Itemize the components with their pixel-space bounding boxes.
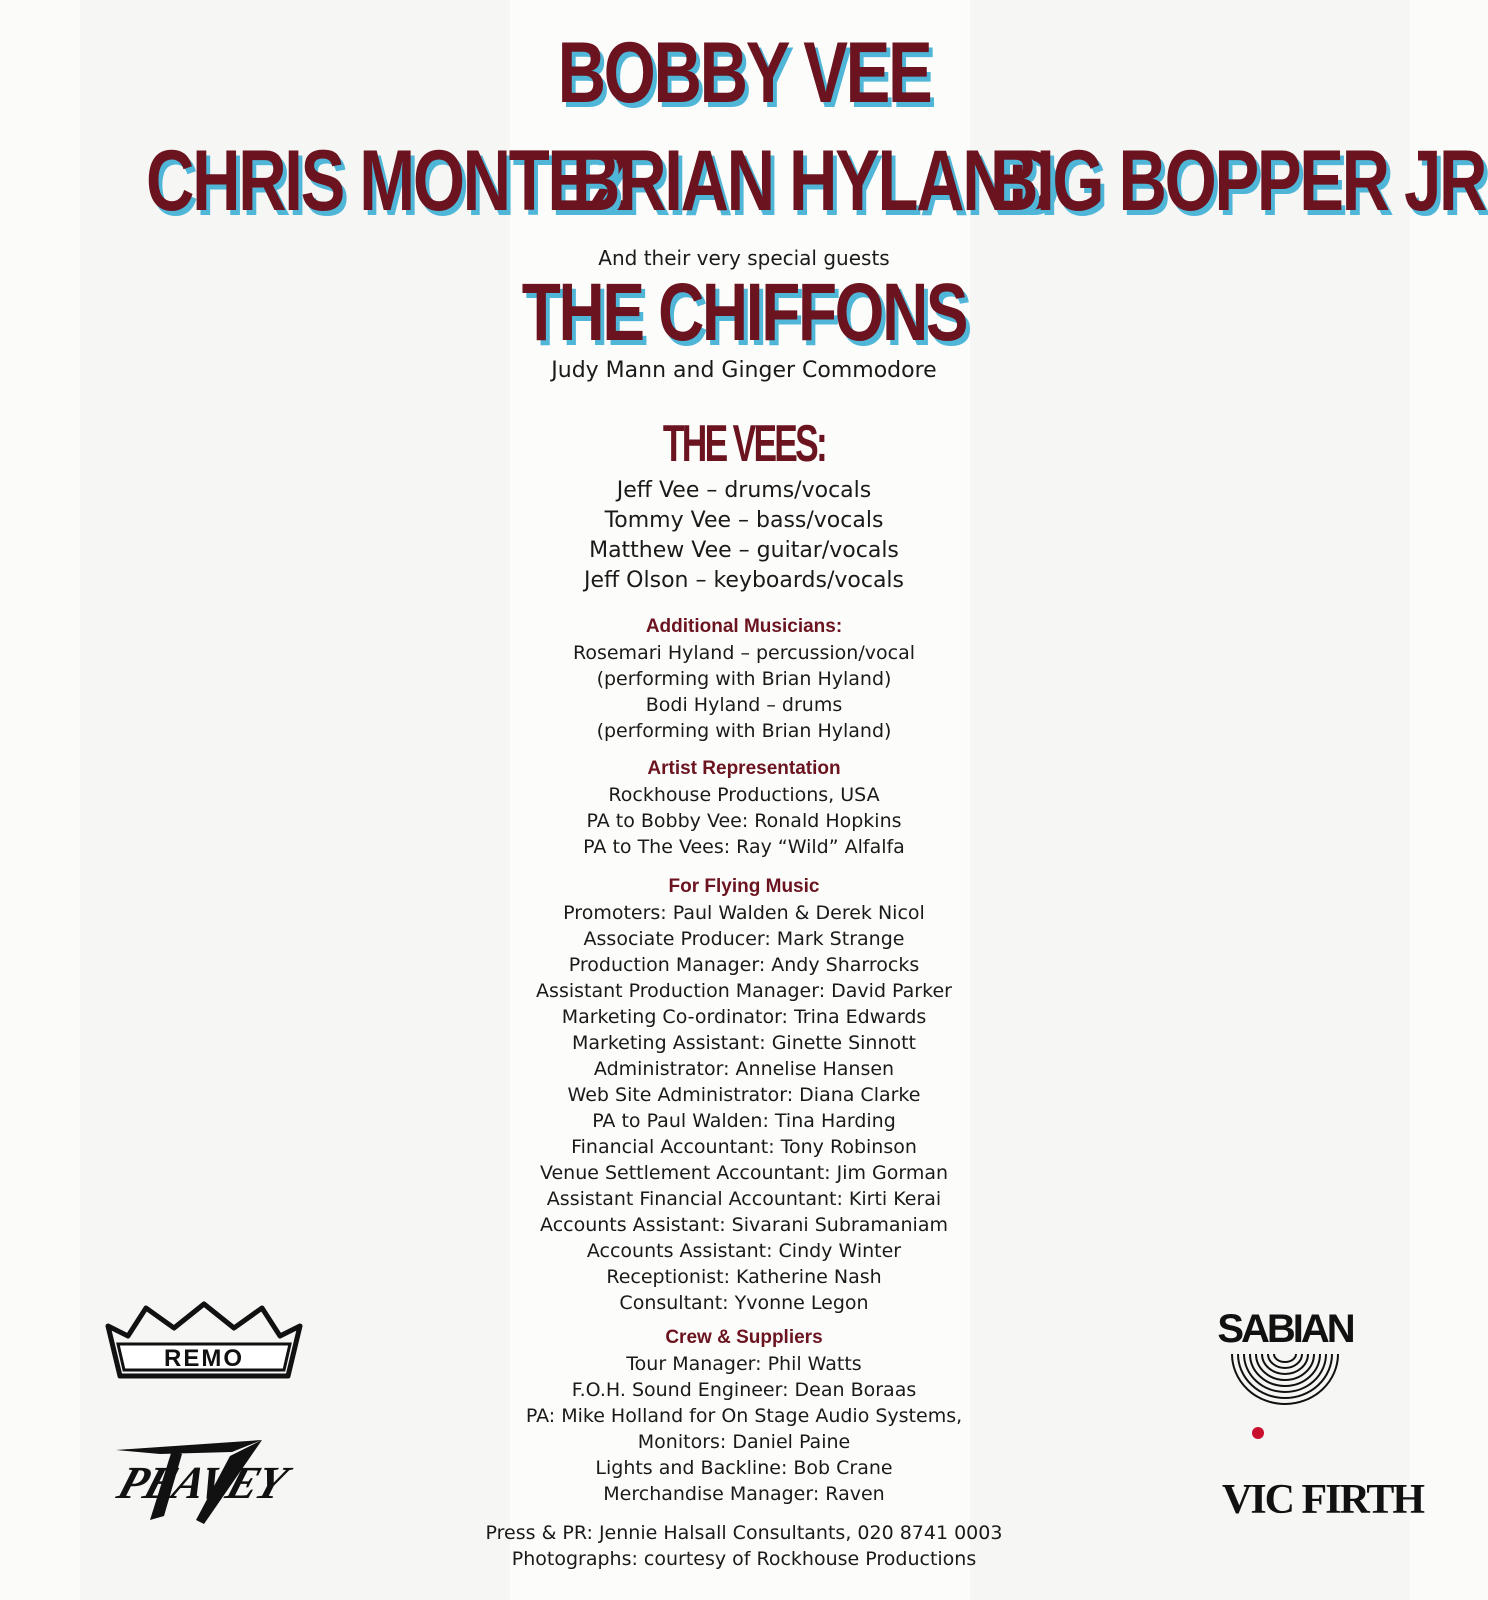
list-item: Financial Accountant: Tony Robinson bbox=[571, 1136, 917, 1158]
remo-logo bbox=[104, 1302, 304, 1382]
list-item: (performing with Brian Hyland) bbox=[596, 720, 892, 742]
section-title-additional-musicians: Additional Musicians: bbox=[645, 616, 843, 637]
list-item: (performing with Brian Hyland) bbox=[596, 668, 892, 690]
list-item: Promoters: Paul Walden & Derek Nicol bbox=[563, 902, 925, 924]
list-item: Press & PR: Jennie Halsall Consultants, 020 8741 0003 bbox=[485, 1522, 1003, 1544]
guest-act-title: THE CHIFFONS bbox=[521, 267, 967, 358]
list-item: Lights and Backline: Bob Crane bbox=[595, 1457, 893, 1479]
flying-music-list bbox=[0, 900, 1488, 1316]
sabian-logo bbox=[1210, 1300, 1360, 1410]
section-title-flying-music: For Flying Music bbox=[668, 876, 820, 897]
list-item: Accounts Assistant: Cindy Winter bbox=[586, 1240, 902, 1262]
list-item: Merchandise Manager: Raven bbox=[603, 1483, 885, 1505]
list-item: Tommy Vee – bass/vocals bbox=[604, 508, 884, 533]
list-item: Assistant Financial Accountant: Kirti Kerai bbox=[546, 1188, 942, 1210]
co-headliner-2: BRIAN HYLAND bbox=[572, 133, 1055, 229]
list-item: Matthew Vee – guitar/vocals bbox=[589, 538, 899, 563]
list-item: Marketing Co-ordinator: Trina Edwards bbox=[561, 1006, 927, 1028]
peavey-logo bbox=[112, 1420, 302, 1530]
list-item: F.O.H. Sound Engineer: Dean Boraas bbox=[571, 1379, 917, 1401]
list-item: Tour Manager: Phil Watts bbox=[626, 1353, 862, 1375]
list-item: Receptionist: Katherine Nash bbox=[606, 1266, 882, 1288]
list-item: Venue Settlement Accountant: Jim Gorman bbox=[539, 1162, 949, 1184]
list-item: Photographs: courtesy of Rockhouse Productions bbox=[511, 1548, 977, 1570]
headliner-title: BOBBY VEE bbox=[557, 25, 931, 121]
list-item: Consultant: Yvonne Legon bbox=[619, 1292, 869, 1314]
list-item: Jeff Vee – drums/vocals bbox=[616, 478, 872, 503]
list-item: Jeff Olson – keyboards/vocals bbox=[584, 568, 904, 593]
peavey-logo-text: PEAVEY bbox=[111, 1458, 292, 1509]
cymbal-icon bbox=[1232, 1354, 1338, 1404]
guests-intro: And their very special guests bbox=[598, 246, 890, 270]
section-title-crew: Crew & Suppliers bbox=[665, 1327, 823, 1348]
vic-firth-logo bbox=[1220, 1425, 1424, 1523]
co-headliner-1: CHRIS MONTEZ bbox=[146, 133, 629, 229]
list-item: PA to Bobby Vee: Ronald Hopkins bbox=[586, 810, 902, 832]
red-dot-icon bbox=[1252, 1427, 1264, 1439]
list-item: Web Site Administrator: Diana Clarke bbox=[567, 1084, 921, 1106]
list-item: Rockhouse Productions, USA bbox=[608, 784, 880, 806]
list-item: PA: Mike Holland for On Stage Audio Systems, bbox=[525, 1405, 963, 1427]
list-item: Monitors: Daniel Paine bbox=[637, 1431, 851, 1453]
list-item: Production Manager: Andy Sharrocks bbox=[568, 954, 920, 976]
guest-members: Judy Mann and Ginger Commodore bbox=[551, 358, 937, 383]
artist-representation-list bbox=[0, 782, 1488, 860]
co-headliner-3: BIG BOPPER JR bbox=[990, 133, 1486, 229]
sabian-logo-text: SABIAN bbox=[1217, 1307, 1353, 1351]
list-item: Assistant Production Manager: David Parker bbox=[536, 980, 952, 1002]
section-title-artist-representation: Artist Representation bbox=[647, 758, 841, 779]
list-item: Administrator: Annelise Hansen bbox=[593, 1058, 895, 1080]
list-item: Marketing Assistant: Ginette Sinnott bbox=[571, 1032, 917, 1054]
list-item: Associate Producer: Mark Strange bbox=[583, 928, 905, 950]
remo-logo-text: REMO bbox=[164, 1345, 244, 1372]
vees-title: THE VEES: bbox=[662, 415, 826, 473]
co-headliners bbox=[0, 133, 1488, 229]
vees-members bbox=[0, 476, 1488, 596]
vic-firth-logo-text: VIC FIRTH bbox=[1222, 1477, 1424, 1523]
list-item: Accounts Assistant: Sivarani Subramaniam bbox=[540, 1214, 948, 1236]
list-item: PA to The Vees: Ray “Wild” Alfalfa bbox=[583, 836, 905, 858]
list-item: PA to Paul Walden: Tina Harding bbox=[592, 1110, 896, 1132]
list-item: Rosemari Hyland – percussion/vocal bbox=[573, 642, 915, 664]
additional-musicians-list bbox=[0, 640, 1488, 744]
list-item: Bodi Hyland – drums bbox=[645, 694, 843, 716]
